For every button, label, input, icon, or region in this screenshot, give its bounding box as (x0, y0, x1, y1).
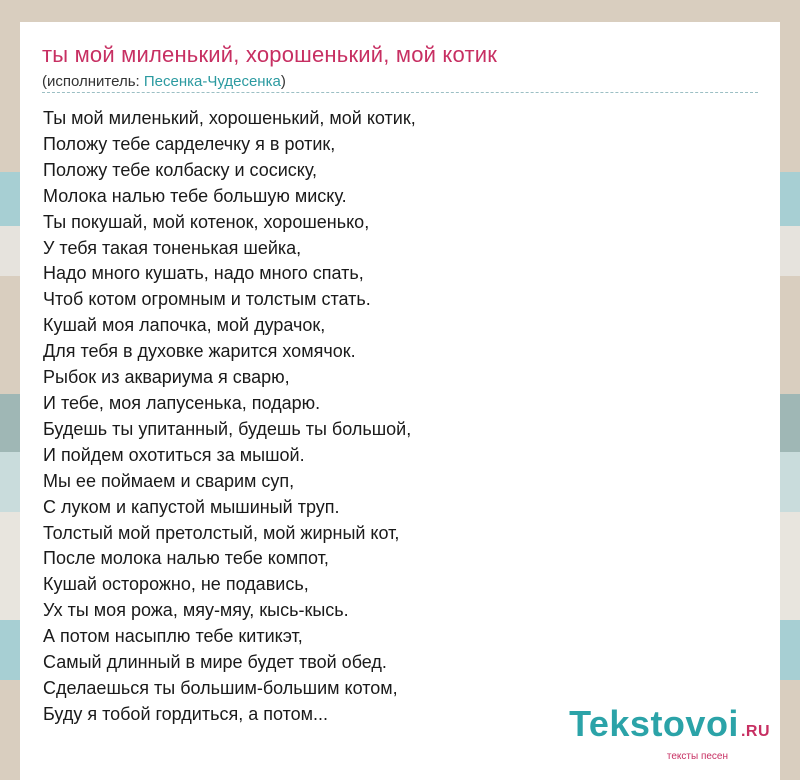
lyric-line: Толстый мой претолстый, мой жирный кот, (43, 522, 400, 543)
lyric-line: Мы ее поймаем и сварим суп, (43, 470, 295, 491)
lyric-line: Ты мой миленький, хорошенький, мой котик, (43, 108, 416, 128)
lyric-line: Молока налью тебе большую миску. (43, 185, 347, 206)
lyric-line: Буду я тобой гордиться, а потом... (43, 703, 329, 724)
lyric-line: Сделаешься ты большим-большим котом, (43, 677, 398, 698)
lyric-line: Кушай осторожно, не подавись, (43, 574, 309, 595)
lyric-line: Чтоб котом огромным и толстым стать. (43, 289, 371, 310)
artist-prefix: (исполнитель: (42, 73, 144, 90)
lyric-line: Положу тебе сарделечку я в ротик, (43, 133, 336, 154)
logo-main-text: Tekstovoi (569, 703, 739, 744)
lyric-line: Ты покушай, мой котенок, хорошенько, (43, 211, 370, 232)
lyrics-list (43, 106, 416, 728)
lyric-line: Надо много кушать, надо много спать, (43, 263, 364, 284)
song-title: ты мой миленький, хорошенький, мой котик (42, 42, 498, 67)
lyric-line: С луком и капустой мышиный труп. (43, 496, 340, 517)
lyric-line: Для тебя в духовке жарится хомячок. (43, 341, 356, 362)
lyrics-card (20, 22, 780, 780)
artist-link[interactable]: Песенка-Чудесенка (143, 73, 281, 90)
lyric-line: И тебе, моя лапусенька, подарю. (43, 392, 321, 413)
logo-domain: .RU (740, 723, 770, 740)
lyric-line: Самый длинный в мире будет твой обед. (43, 652, 387, 673)
tekstovoi-logo[interactable] (550, 703, 770, 762)
lyric-line: И пойдем охотиться за мышой. (43, 444, 305, 465)
lyric-line: Будешь ты упитанный, будешь ты большой, (43, 418, 412, 439)
lyric-line: Положу тебе колбаску и сосиску, (43, 159, 318, 180)
lyric-line: Рыбок из аквариума я сварю, (43, 367, 290, 388)
lyric-line: Ух ты моя рожа, мяу-мяу, кысь-кысь. (43, 600, 349, 621)
lyric-line: У тебя такая тоненькая шейка, (43, 237, 302, 258)
lyric-line: После молока налью тебе компот, (43, 548, 329, 569)
divider (42, 92, 758, 93)
logo-wordmark (550, 703, 770, 750)
lyric-line: А потом насыплю тебе китикэт, (43, 626, 303, 647)
artist-line (42, 73, 286, 90)
logo-tagline: тексты песен (666, 751, 728, 762)
artist-suffix: ) (280, 73, 286, 90)
lyric-line: Кушай моя лапочка, мой дурачок, (43, 315, 326, 336)
